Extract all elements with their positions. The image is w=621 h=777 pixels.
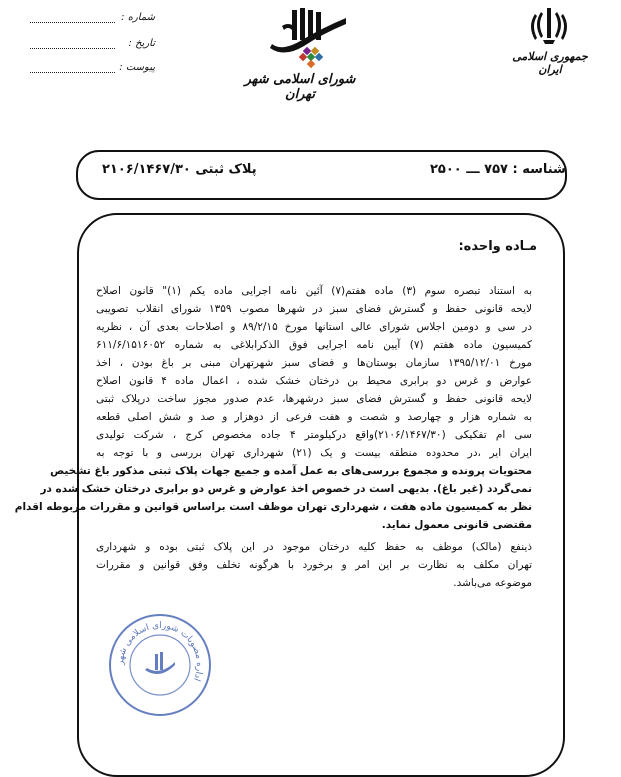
body-line: لایحه قانونی حفظ و گسترش فضای سبز درشهرها، عدم صدور مجوز ساخت درپلاک ثبتی	[96, 393, 532, 405]
body-line-bold: محتویات پرونده و مجموع بررسی‌های به عمل آمده و جمیع جهات پلاک ثبتی مذکور باغ تشخیص	[50, 465, 532, 477]
body-line-bold: مقتضی قانونی معمول نماید.	[381, 519, 532, 531]
body-line: در سی و دومین اجلاس شورای عالی استانها مورخ ۸۹/۲/۱۵ و اصلاحات بعدی آن ، نظریه	[96, 321, 532, 333]
date-label: تاریخ :	[128, 38, 155, 49]
stamp-emblem-icon	[145, 652, 175, 674]
body-line: مورخ ۱۳۹۵/۱۲/۰۱ سازمان بوستان‌ها و فضای سبز شهرتهران مبنی بر باغ بودن ، اخذ	[96, 357, 532, 369]
section-title: مـاده واحده:	[458, 239, 537, 254]
body-line: سی ام تفکیکی (۲۱۰۶/۱۴۶۷/۳۰)واقع درکیلومتر ۴ جاده مخصوص کرج ، شرکت تولیدی	[96, 429, 532, 441]
body-line: تهران مکلف به نظارت بر این امر و برخورد با هرگونه تخلف وفق قوانین و مقررات	[96, 559, 532, 571]
body-line: ذینفع (مالک) موظف به حفظ کلیه درختان موجود در این پلاک ثبتی بوده و شهرداری	[96, 541, 532, 553]
body-line: ایران ایر ،در محدوده منطقه بیست و یک (۲۱) شهرداری تهران بررسی و با توجه به	[96, 447, 532, 459]
attachment-field	[30, 60, 155, 80]
stamp-text: اداره مصوبات شورای اسلامی شهر	[115, 620, 205, 683]
council-name: شورای اسلامی شهر تهران	[244, 72, 356, 102]
number-field	[30, 10, 155, 30]
body-line: لایحه قانونی حفظ و گسترش فضای سبز در شهرها مصوب ۱۳۵۹ شورای انقلاب تصویبی	[96, 303, 532, 315]
document-id: شناسه : ۷۵۷ ـــ ۲۵۰۰	[430, 162, 566, 177]
republic-name: جمهوری اسلامی ایران	[512, 50, 588, 76]
number-line	[30, 22, 115, 23]
date-line	[30, 48, 115, 49]
attachment-label: پیوست :	[119, 62, 155, 73]
body-line: موضوعه می‌باشد.	[453, 577, 532, 589]
body-line: به استناد تبصره سوم (۳) ماده هفتم(۷) آئین نامه اجرایی ماده یکم (۱)" قانون اصلاح	[96, 285, 533, 297]
body-line: به شماره هزار و چهارصد و شصت و هفت فرعی از دوهزار و صد و شش اصلی قطعه	[96, 411, 532, 423]
body-line-bold: نمی‌گردد (غیر باغ). بدیهی است در خصوص اخذ عوارض و غرس دو برابری درختان خشک شده در	[40, 483, 532, 495]
body-line-bold: نظر به کمیسیون ماده هفت ، شهرداری تهران موظف است براساس قوانین و مقررات مربوطه اقدام	[14, 501, 532, 513]
body-line: کمیسیون ماده هفتم (۷) آیین نامه اجرایی فوق الذکرابلاغی به شماره ۶۱۱/۶/۱۵۱۶۰۵۲	[96, 339, 532, 351]
resolution-body	[14, 282, 533, 592]
number-label: شماره :	[121, 12, 155, 23]
plate-number: پلاک ثبتی ۲۱۰۶/۱۴۶۷/۳۰	[102, 162, 257, 177]
body-line: عوارض و غرس دو برابری محیط بن درختان خشک شده ، اعمال ماده ۴ قانون اصلاح	[96, 375, 532, 387]
official-stamp	[105, 610, 215, 720]
iran-emblem-icon	[527, 4, 571, 46]
attachment-line	[30, 72, 115, 73]
council-logo-icon	[262, 4, 352, 72]
date-field	[30, 36, 155, 56]
